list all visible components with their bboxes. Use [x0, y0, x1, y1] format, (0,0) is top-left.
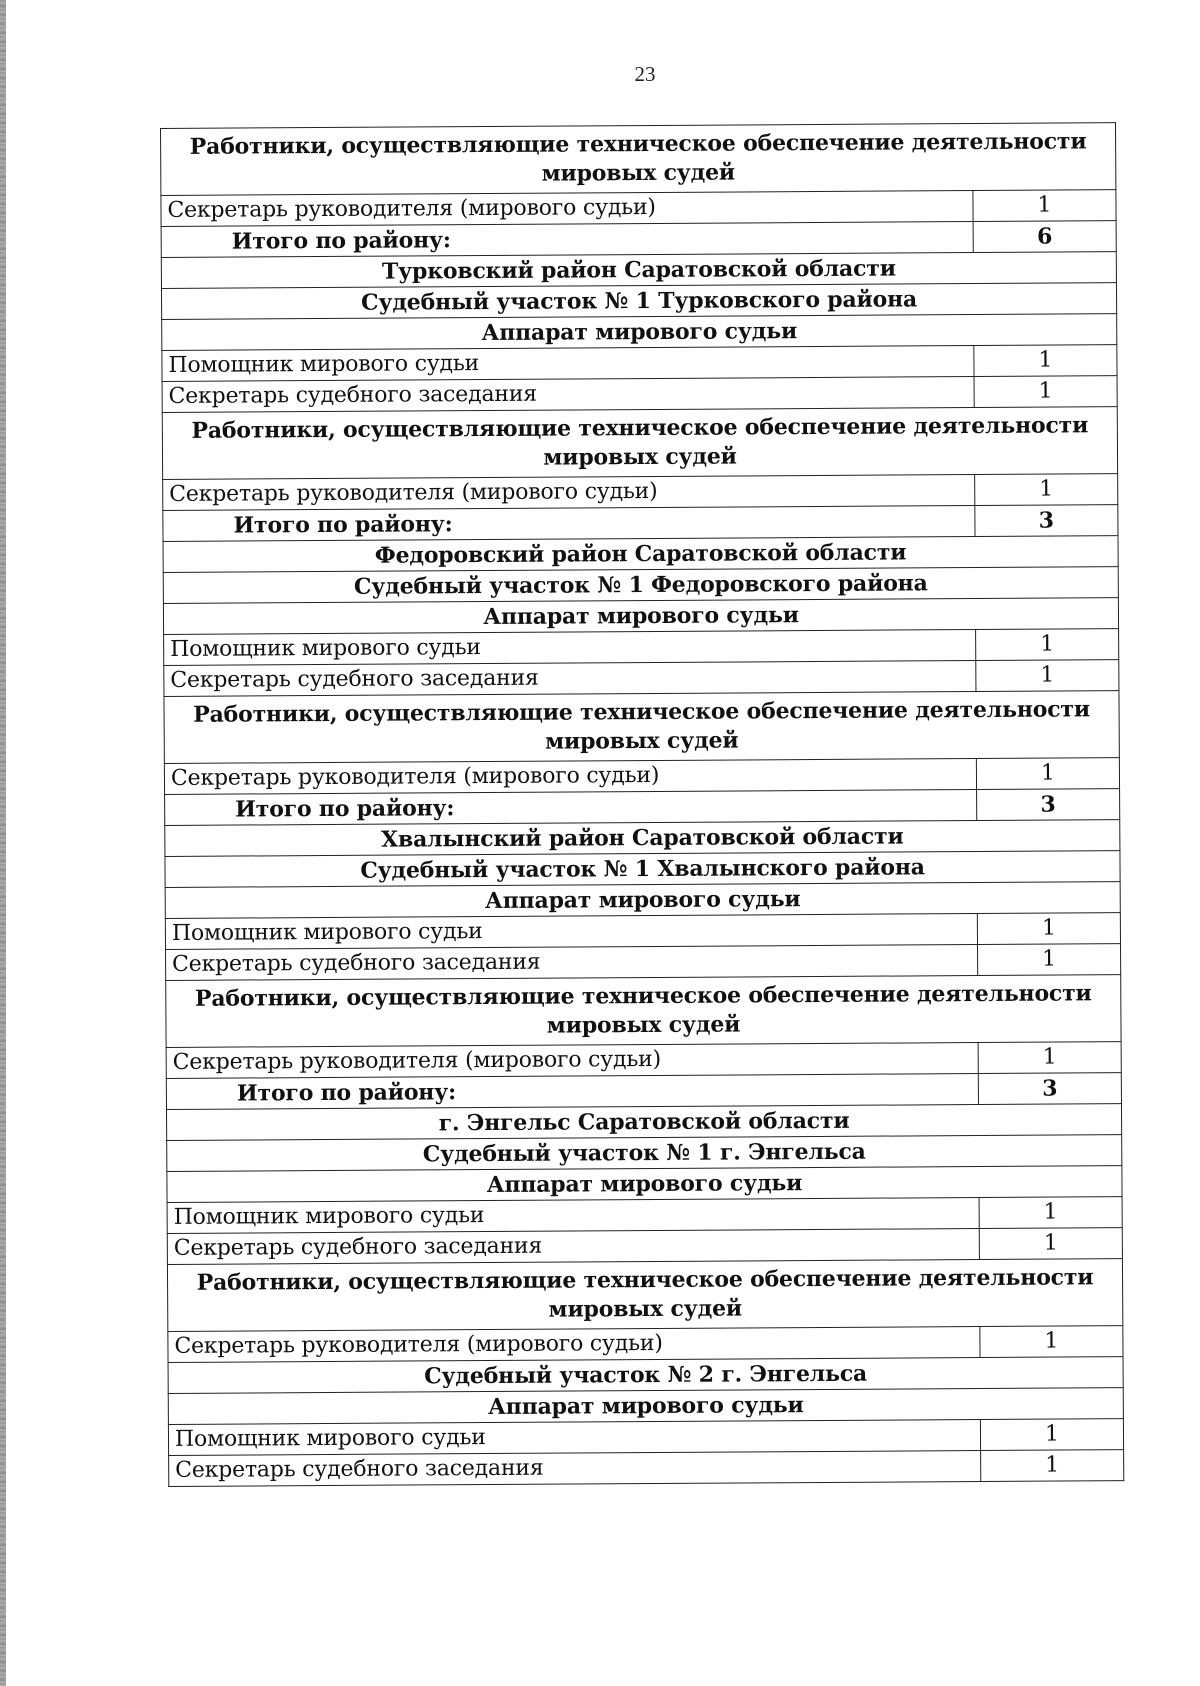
section-header: Работники, осуществляющие техническое обеспечение деятельности мировых судей [167, 1259, 1122, 1332]
position-name: Помощник мирового судьи [167, 1198, 979, 1234]
section-header: Работники, осуществляющие техническое обеспечение деятельности мировых судей [166, 975, 1121, 1048]
section-header: Федоровский район Саратовской области [163, 536, 1118, 573]
position-name: Секретарь руководителя (мирового судьи) [164, 759, 976, 795]
section-header-row [164, 691, 1119, 764]
position-name: Помощник мирового судьи [164, 630, 976, 666]
total-label: Итого по району: [165, 790, 977, 826]
position-name: Секретарь судебного заседания [164, 661, 976, 697]
section-header: Аппарат мирового судьи [168, 1388, 1123, 1425]
staffing-table-body [161, 123, 1124, 1487]
position-count: 1 [976, 758, 1119, 790]
position-count: 1 [978, 1042, 1121, 1074]
position-name: Помощник мирового судьи [165, 914, 977, 950]
section-header-row [166, 975, 1121, 1048]
position-name: Секретарь судебного заседания [167, 1229, 979, 1265]
section-header-row [167, 1259, 1122, 1332]
position-count: 1 [979, 1228, 1122, 1260]
section-header: Турковский район Саратовской области [161, 252, 1116, 289]
position-count: 1 [981, 1450, 1124, 1482]
staffing-table [160, 122, 1124, 1487]
scan-edge-artifact [0, 0, 6, 1686]
total-label: Итого по району: [163, 506, 975, 542]
section-header: Судебный участок № 1 г. Энгельса [167, 1135, 1122, 1172]
page-number: 23 [634, 62, 656, 86]
total-count: 3 [978, 1073, 1121, 1105]
section-header: Аппарат мирового судьи [167, 1166, 1122, 1203]
total-label: Итого по району: [166, 1074, 978, 1110]
position-count: 1 [979, 1197, 1122, 1229]
section-header: Работники, осуществляющие техническое обеспечение деятельности мировых судей [164, 691, 1119, 764]
position-name: Секретарь руководителя (мирового судьи) [166, 1043, 978, 1079]
position-name: Помощник мирового судьи [168, 1420, 980, 1456]
position-name: Секретарь судебного заседания [166, 945, 978, 981]
section-header: Аппарат мирового судьи [163, 598, 1118, 635]
section-header: Судебный участок № 2 г. Энгельса [168, 1357, 1123, 1394]
section-header-row [162, 407, 1117, 480]
section-header: Судебный участок № 1 Хвалынского района [165, 851, 1120, 888]
position-count: 1 [980, 1419, 1123, 1451]
position-count: 1 [980, 1326, 1123, 1358]
total-label: Итого по району: [161, 222, 973, 258]
position-count: 1 [974, 376, 1117, 408]
total-count: 6 [973, 221, 1116, 253]
position-name: Секретарь судебного заседания [169, 1451, 981, 1487]
position-name: Секретарь судебного заседания [162, 377, 974, 413]
position-count: 1 [976, 629, 1119, 661]
section-header: Судебный участок № 1 Турковского района [161, 283, 1116, 320]
total-count: 3 [975, 505, 1118, 537]
position-count: 1 [974, 345, 1117, 377]
position-count: 1 [975, 474, 1118, 506]
section-header: Работники, осуществляющие техническое обеспечение деятельности мировых судей [161, 123, 1116, 196]
position-name: Секретарь руководителя (мирового судьи) [161, 191, 973, 227]
position-name: Секретарь руководителя (мирового судьи) [163, 475, 975, 511]
section-header: Судебный участок № 1 Федоровского района [163, 567, 1118, 604]
position-count: 1 [977, 913, 1120, 945]
section-header: Аппарат мирового судьи [162, 314, 1117, 351]
total-count: 3 [977, 789, 1120, 821]
section-header: Работники, осуществляющие техническое обеспечение деятельности мировых судей [162, 407, 1117, 480]
section-header-row [161, 123, 1116, 196]
position-row [169, 1450, 1124, 1487]
position-count: 1 [978, 944, 1121, 976]
position-count: 1 [976, 660, 1119, 692]
position-count: 1 [973, 190, 1116, 222]
section-header: Аппарат мирового судьи [165, 882, 1120, 919]
position-name: Помощник мирового судьи [162, 346, 974, 382]
position-name: Секретарь руководителя (мирового судьи) [168, 1327, 980, 1363]
section-header: г. Энгельс Саратовской области [166, 1104, 1121, 1141]
section-header: Хвалынский район Саратовской области [165, 820, 1120, 857]
